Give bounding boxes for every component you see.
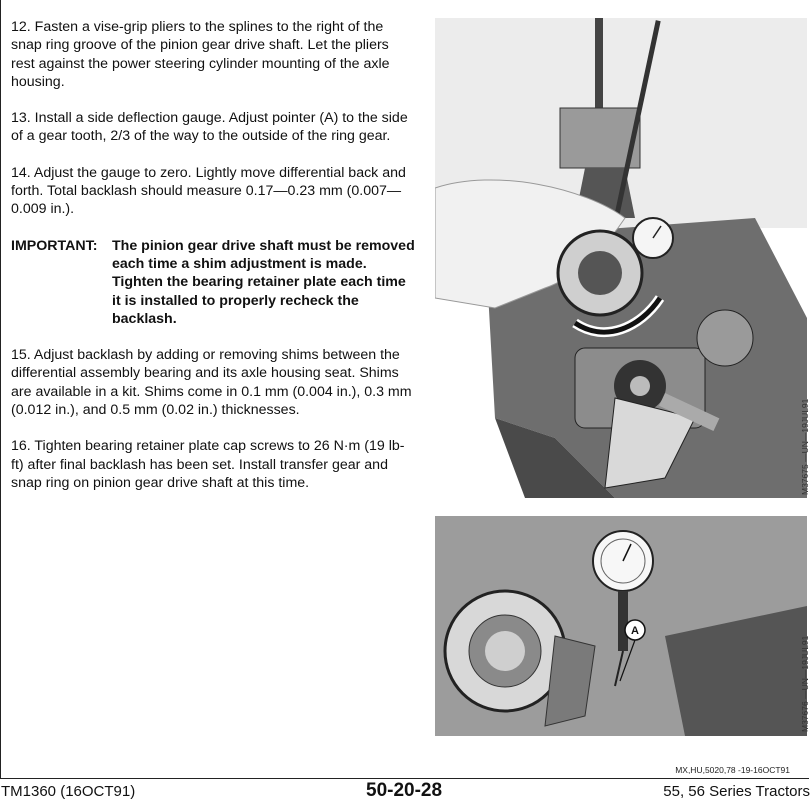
instructions-column [11,18,416,510]
important-text: The pinion gear drive shaft must be removed each time a shim adjustment is made. Tighten the bearing retainer plate each time it is installed to properly recheck the backlash. [112,237,415,327]
important-note [11,237,416,328]
step-15: 15. Adjust backlash by adding or removing shims between the differential assembly bearing and its axle housing seat. Shims are available in a kit. Shims come in 0.1 mm (0.004 in.), 0.3 mm (0.012 in.), and 0.5 mm (0.02 in.) thicknesses. [11,347,412,419]
footer-page-number: 50-20-28 [366,780,443,801]
bottom-figure-code: M37676 —UN—19JUL91 [800,635,810,732]
step-16: 16. Tighten bearing retainer plate cap screws to 26 N·m (19 lb-ft) after final backlash has been set. Install transfer gear and snap ring on pinion gear drive shaft at this time. [11,438,405,491]
step-12: 12. Fasten a vise-grip pliers to the splines to the right of the snap ring groove of the pinion gear drive shaft. Let the pliers rest against the power steering cylinder mounting of the axle housing. [11,19,390,90]
footer-manual-id: TM1360 (16OCT91) [1,783,136,800]
pointer-a-label: A [631,625,639,637]
step-14: 14. Adjust the gauge to zero. Lightly move differential back and forth. Total backlash should measure 0.17—0.23 mm (0.007—0.009 in.). [11,164,406,218]
photo-pointer-detail [435,516,807,736]
photo-gauge-setup [435,18,807,498]
photo-gauge-setup-illustration [435,18,807,498]
document-meta: MX,HU,5020,78 -19-16OCT91 [675,765,790,775]
important-label: IMPORTANT: [11,237,98,254]
top-figure-code: M37675 —UN—19JUL91 [800,398,810,495]
photo-pointer-detail-illustration [435,516,807,736]
step-13: 13. Install a side deflection gauge. Adjust pointer (A) to the side of a gear tooth, 2/3 of the way to the outside of the ring gear. [11,110,408,145]
footer-series: 55, 56 Series Tractors [663,783,810,800]
